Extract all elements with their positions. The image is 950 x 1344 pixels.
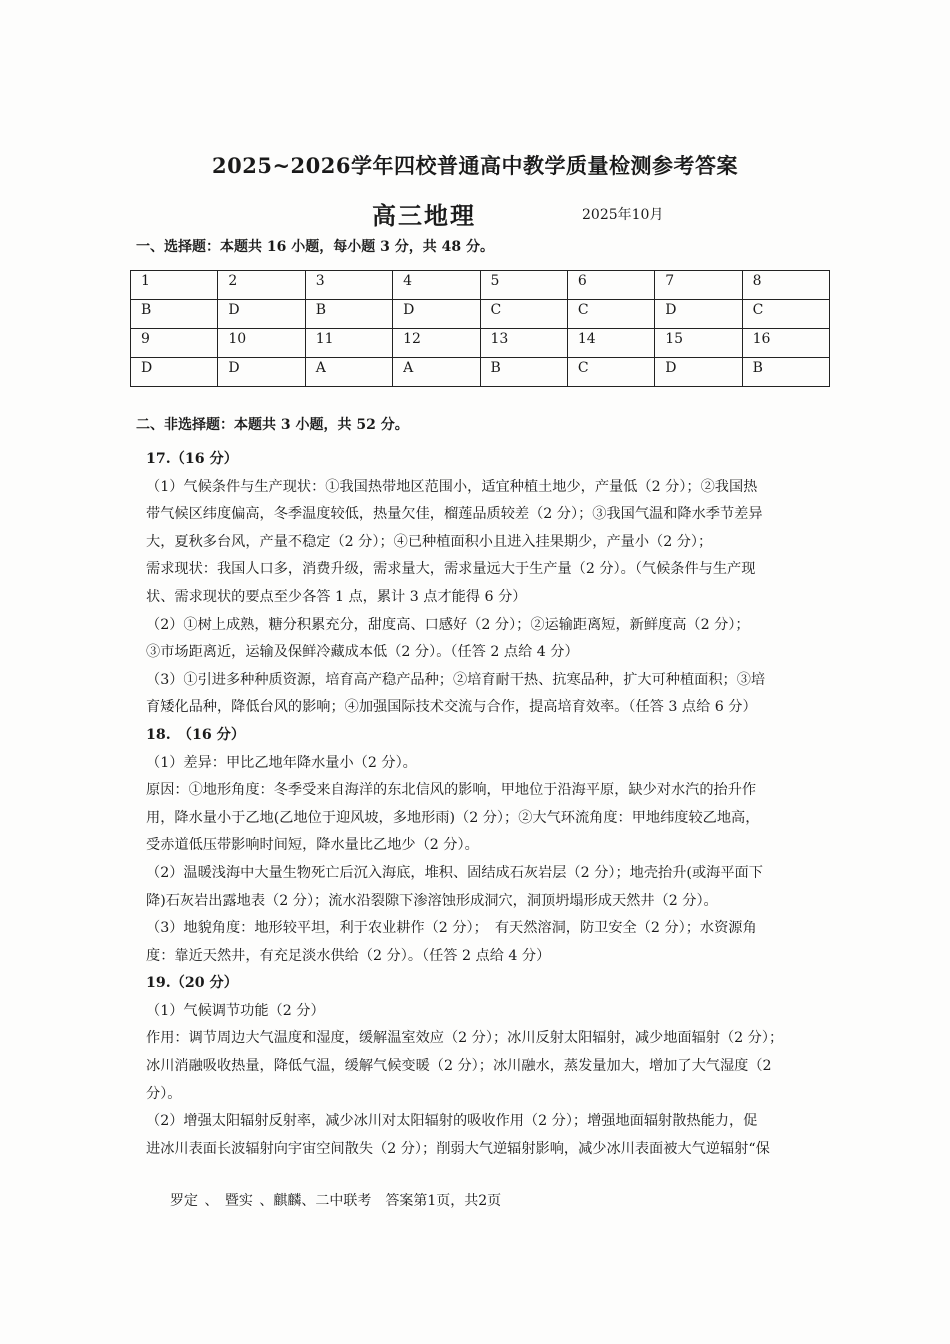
answer-cell: A [305, 358, 392, 387]
subject-title: 高三地理 [372, 201, 476, 230]
section-2-heading: 二、非选择题：本题共 3 小题，共 52 分。 [136, 417, 409, 433]
question-number-cell: 7 [655, 271, 742, 300]
answer-cell: B [480, 358, 567, 387]
answer-cell: A [393, 358, 480, 387]
answer-line: （2）温暖浅海中大量生物死亡后沉入海底，堆积、固结成石灰岩层（2 分）；地壳抬升(或海平面下 [146, 864, 763, 881]
question-number-cell: 8 [742, 271, 829, 300]
answer-cell: D [393, 300, 480, 329]
question-number-cell: 11 [305, 329, 392, 358]
answer-cell: D [218, 358, 305, 387]
answer-line: 进冰川表面长波辐射向宇宙空间散失（2 分）；削弱大气逆辐射影响，减少冰川表面被大气逆辐射“保 [146, 1140, 770, 1157]
answer-line: （2）增强太阳辐射反射率，减少冰川对太阳辐射的吸收作用（2 分）；增强地面辐射散热能力，促 [146, 1113, 758, 1130]
answer-line: 分）。 [146, 1085, 182, 1102]
question-number-cell: 9 [131, 329, 218, 358]
answer-line: （3）地貌角度：地形较平坦，利于农业耕作（2 分）； 有天然溶洞，防卫安全（2 分）；水资源角 [146, 920, 757, 937]
question-number-cell: 5 [480, 271, 567, 300]
answer-line: （1）气候调节功能（2 分） [146, 1002, 325, 1019]
answer-cell: C [567, 358, 654, 387]
answer-cell: B [305, 300, 392, 329]
answer-line: 作用：调节周边大气温度和湿度，缓解温室效应（2 分）；冰川反射太阳辐射，减少地面辐射（2 分）； [146, 1030, 784, 1047]
answer-line: （1）气候条件与生产现状：①我国热带地区范围小，适宜种植土地少，产量低（2 分）；②我国热 [146, 478, 758, 495]
question-number-cell: 2 [218, 271, 305, 300]
question-number-cell: 16 [742, 329, 829, 358]
exam-date: 2025年10月 [582, 207, 664, 223]
answer-cell: C [567, 300, 654, 329]
answer-line: 降)石灰岩出露地表（2 分）；流水沿裂隙下渗溶蚀形成洞穴，洞顶坍塌形成天然井（2 分）。 [146, 892, 718, 909]
document-title: 2025~2026学年四校普通高中教学质量检测参考答案 [212, 153, 738, 178]
answer-key-row [131, 358, 830, 387]
question-heading: 19.（20 分） [146, 975, 238, 992]
answer-cell: D [218, 300, 305, 329]
answer-line: （2）①树上成熟，糖分积累充分，甜度高、口感好（2 分）；②运输距离短，新鲜度高（2 分）； [146, 616, 750, 633]
question-number-row [131, 329, 830, 358]
question-number-cell: 15 [655, 329, 742, 358]
answer-cell: D [655, 358, 742, 387]
answer-content [146, 446, 830, 1163]
answer-line: 大，夏秋多台风，产量不稳定（2 分）；④已种植面积小且进入挂果期少，产量小（2 分）； [146, 533, 713, 550]
question-number-cell: 4 [393, 271, 480, 300]
answer-line: 带气候区纬度偏高，冬季温度较低，热量欠佳，榴莲品质较差（2 分）；③我国气温和降水季节差异 [146, 506, 763, 523]
answer-line: 育矮化品种，降低台风的影响；④加强国际技术交流与合作，提高培育效率。（任答 3 点给 6 分） [146, 699, 757, 716]
question-number-row [131, 271, 830, 300]
answer-line: （3）①引进多种种质资源，培育高产稳产品种；②培育耐干热、抗寒品种，扩大可种植面积；③培 [146, 671, 766, 688]
answer-line: 度：靠近天然井，有充足淡水供给（2 分）。（任答 2 点给 4 分） [146, 947, 551, 964]
answer-cell: B [131, 300, 218, 329]
answer-key-row [131, 300, 830, 329]
question-number-cell: 10 [218, 329, 305, 358]
question-number-cell: 14 [567, 329, 654, 358]
question-number-cell: 1 [131, 271, 218, 300]
answer-line: （1）差异：甲比乙地年降水量小（2 分）。 [146, 754, 417, 771]
answer-line: 状、需求现状的要点至少各答 1 点，累计 3 点才能得 6 分） [146, 588, 527, 605]
question-number-cell: 6 [567, 271, 654, 300]
answer-line: 原因：①地形角度：冬季受来自海洋的东北信风的影响，甲地位于沿海平原，缺少对水汽的抬升作 [146, 782, 757, 799]
answer-table [130, 270, 830, 387]
answer-line: 用，降水量小于乙地(乙地位于迎风坡，多地形雨)（2 分）；②大气环流角度：甲地纬度较乙地高， [146, 809, 760, 826]
answer-cell: B [742, 358, 829, 387]
answer-cell: D [655, 300, 742, 329]
question-number-cell: 3 [305, 271, 392, 300]
page-footer: 罗定 、 暨实 、麒麟、二中联考 答案第1页，共2页 [170, 1193, 502, 1209]
answer-cell: D [131, 358, 218, 387]
subtitle-row [0, 196, 950, 230]
question-number-cell: 12 [393, 329, 480, 358]
answer-cell: C [742, 300, 829, 329]
answer-line: 冰川消融吸收热量，降低气温，缓解气候变暖（2 分）；冰川融水，蒸发量加大，增加了大气湿度（2 [146, 1058, 772, 1075]
section-1-heading: 一、选择题：本题共 16 小题，每小题 3 分，共 48 分。 [136, 239, 494, 255]
question-heading: 18. （16 分） [146, 726, 246, 743]
question-number-cell: 13 [480, 329, 567, 358]
answer-cell: C [480, 300, 567, 329]
answer-line: 需求现状：我国人口多，消费升级，需求量大，需求量远大于生产量（2 分）。（气候条件与生产现 [146, 561, 756, 578]
answer-line: ③市场距离近，运输及保鲜冷藏成本低（2 分）。（任答 2 点给 4 分） [146, 644, 579, 661]
answer-line: 受赤道低压带影响时间短，降水量比乙地少（2 分）。 [146, 837, 479, 854]
question-heading: 17.（16 分） [146, 451, 238, 467]
